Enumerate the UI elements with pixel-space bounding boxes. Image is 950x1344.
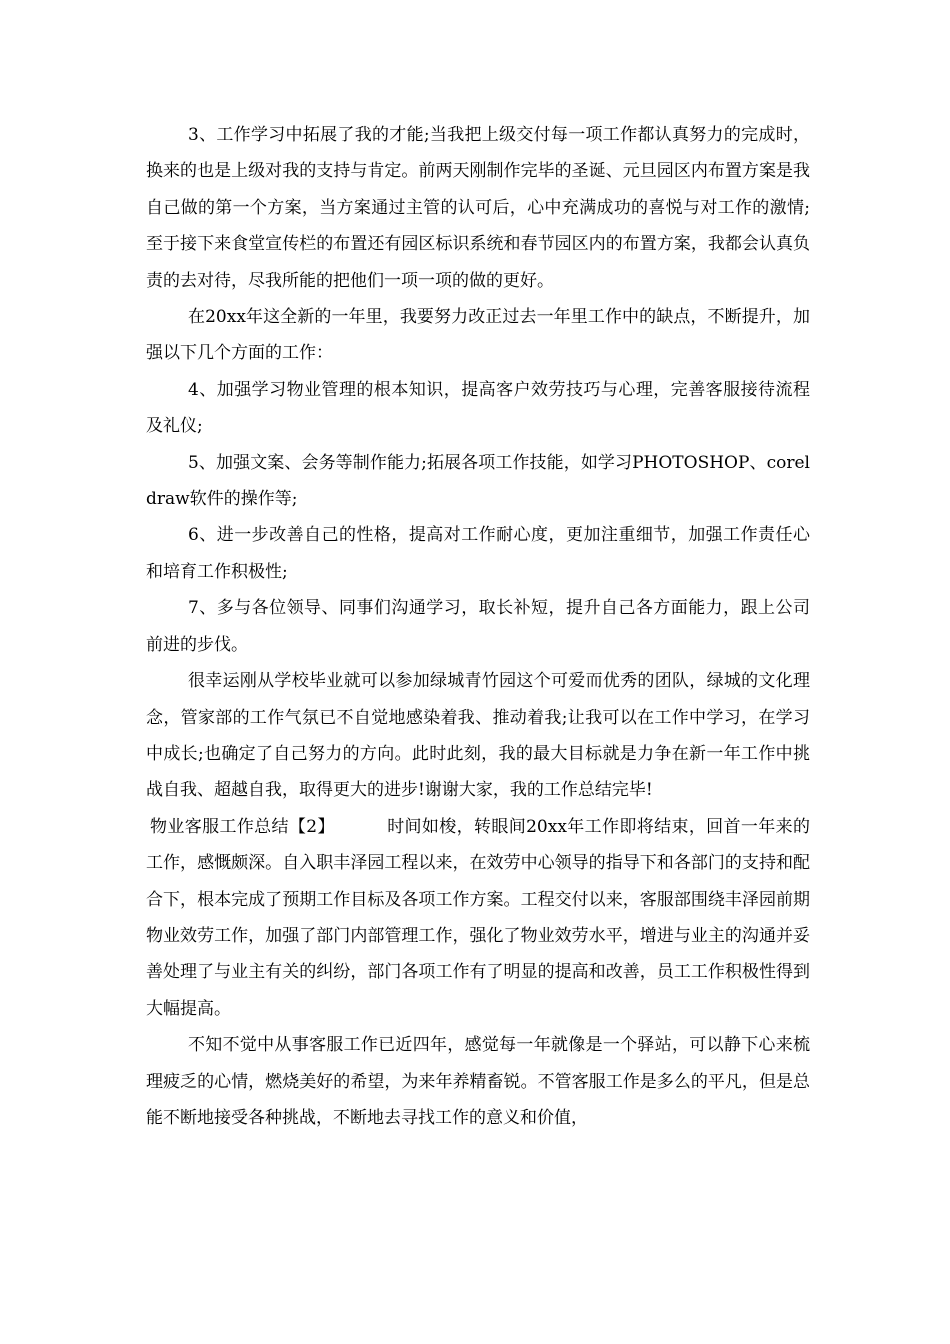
paragraph-closing: 不知不觉中从事客服工作已近四年，感觉每一年就像是一个驿站，可以静下心来梳理疲乏的心情，燃烧美好的希望，为来年养精畜锐。不管客服工作是多么的平凡，但是总能不断地接受各种挑战，不断地去寻找工作的意义和价值，	[146, 1035, 810, 1128]
section-2-paragraph	[146, 809, 810, 1027]
paragraph-conclusion: 很幸运刚从学校毕业就可以参加绿城青竹园这个可爱而优秀的团队，绿城的文化理念，管家部的工作气氛已不自觉地感染着我、推动着我;让我可以在工作中学习，在学习中成长;也确定了自己努力的方向。此时此刻，我的最大目标就是力争在新一年工作中挑战自我、超越自我，取得更大的进步!谢谢大家，我的工作总结完毕!	[146, 671, 810, 801]
section-heading: 物业客服工作总结【2】	[150, 816, 335, 837]
document-body	[146, 117, 810, 1136]
section-first-paragraph: 时间如梭，转眼间20xx年工作即将结束，回首一年来的工作，感慨颇深。自入职丰泽园工程以来，在效劳中心领导的指导下和各部门的支持和配合下，根本完成了预期工作目标及各项工作方案。工程交付以来，客服部围绕丰泽园前期物业效劳工作，加强了部门内部管理工作，强化了物业效劳水平，增进与业主的沟通并妥善处理了与业主有关的纠纷，部门各项工作有了明显的提高和改善，员工工作积极性得到大幅提高。	[146, 816, 810, 1019]
paragraph-item-5: 5、加强文案、会务等制作能力;拓展各项工作技能，如学习PHOTOSHOP、coreldraw软件的操作等;	[146, 452, 810, 510]
paragraph-item-7: 7、多与各位领导、同事们沟通学习，取长补短，提升自己各方面能力，跟上公司前进的步伐。	[146, 598, 810, 655]
paragraph-item-4: 4、加强学习物业管理的根本知识，提高客户效劳技巧与心理，完善客服接待流程及礼仪;	[146, 379, 810, 437]
paragraph-item-6: 6、进一步改善自己的性格，提高对工作耐心度，更加注重细节，加强工作责任心和培育工作积极性;	[146, 525, 810, 582]
paragraph-item-3: 3、工作学习中拓展了我的才能;当我把上级交付每一项工作都认真努力的完成时，换来的也是上级对我的支持与肯定。前两天刚制作完毕的圣诞、元旦园区内布置方案是我自己做的第一个方案，当方案通过主管的认可后，心中充满成功的喜悦与对工作的激情;至于接下来食堂宣传栏的布置还有园区标识系统和春节园区内的布置方案，我都会认真负责的去对待，尽我所能的把他们一项一项的做的更好。	[146, 125, 810, 291]
paragraph-plan-intro: 在20xx年这全新的一年里，我要努力改正过去一年里工作中的缺点，不断提升，加强以下几个方面的工作：	[146, 307, 810, 364]
